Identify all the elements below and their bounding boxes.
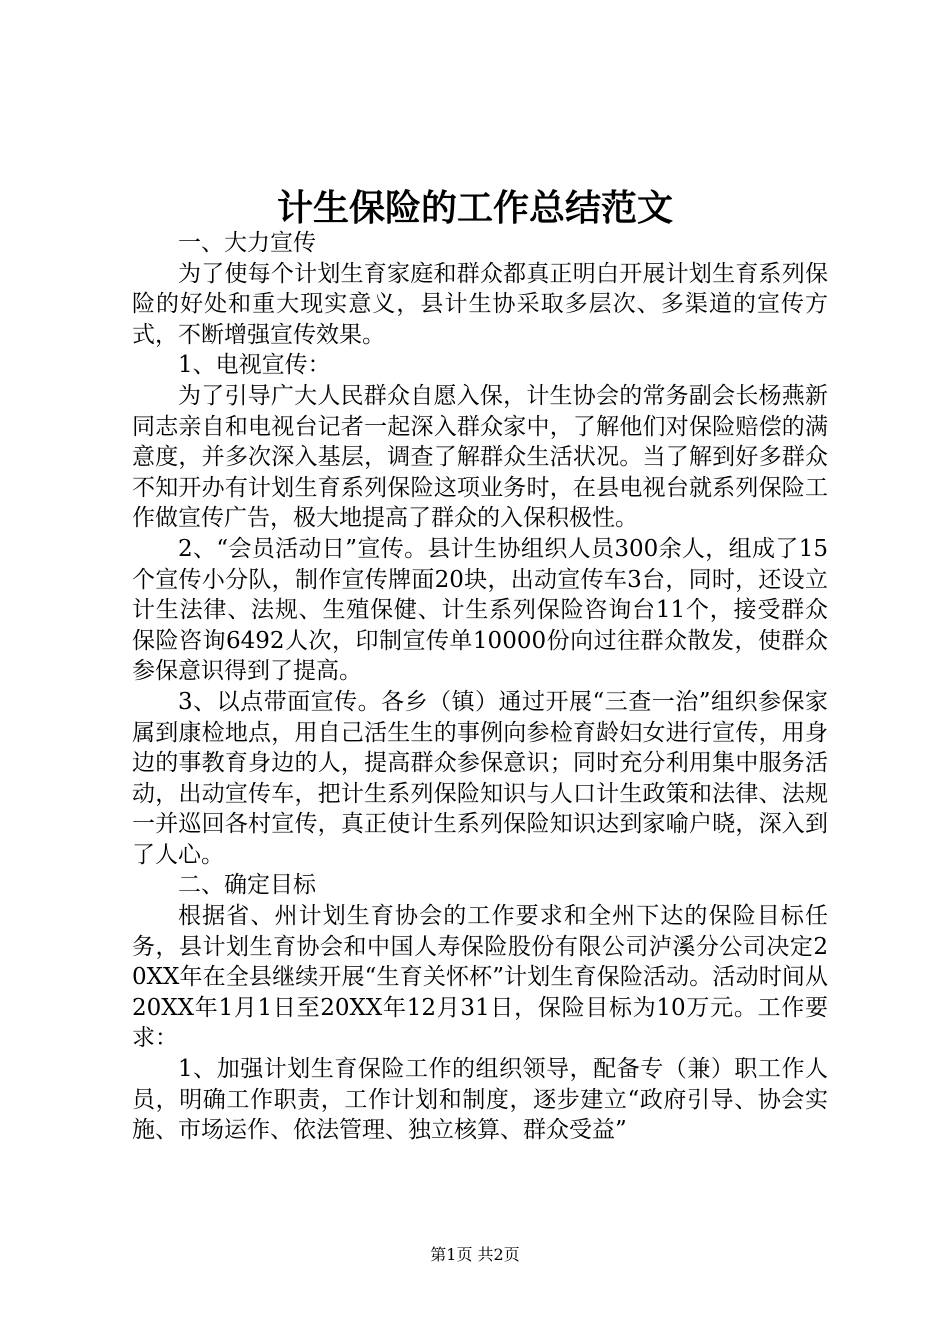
page-total: 共2页 xyxy=(477,1245,520,1264)
paragraph: 3、以点带面宣传。各乡（镇）通过开展“三查一治”组织参保家属到康检地点，用自己活生生的事例向参检育龄妇女进行宣传，用身边的事教育身边的人，提高群众参保意识；同时充分利用集中服务活动，出动宣传车，把计生系列保险知识与人口计生政策和法律、法规一并巡回各村宣传，真正使计生系列保险知识达到家喻户晓，深入到了人心。 xyxy=(132,688,828,868)
section-heading-goals: 二、确定目标 xyxy=(178,872,316,899)
subheading-tv-publicity: 1、电视宣传： xyxy=(178,352,331,379)
section-heading-publicity: 一、大力宣传 xyxy=(178,230,316,256)
page-footer xyxy=(0,1244,950,1266)
paragraph: 2、“会员活动日”宣传。县计生协组织人员300余人，组成了15个宣传小分队，制作宣传牌面20块，出动宣传车3台，同时，还设立计生法律、法规、生殖保健、计生系列保险咨询台11个，接受群众保险咨询6492人次，印制宣传单10000份向过往群众散发，使群众参保意识得到了提高。 xyxy=(132,535,828,685)
paragraph: 为了使每个计划生育家庭和群众都真正明白开展计划生育系列保险的好处和重大现实意义，县计生协采取多层次、多渠道的宣传方式，不断增强宣传效果。 xyxy=(132,260,828,348)
paragraph: 1、加强计划生育保险工作的组织领导，配备专（兼）职工作人员，明确工作职责，工作计划和制度，逐步建立“政府引导、协会实施、市场运作、依法管理、独立核算、群众受益” xyxy=(132,1056,828,1144)
paragraph: 根据省、州计划生育协会的工作要求和全州下达的保险目标任务，县计划生育协会和中国人寿保险股份有限公司泸溪分公司决定20XX年在全县继续开展“生育关怀杯”计划生育保险活动。活动时间从20XX年1月1日至20XX年12月31日，保险目标为10万元。工作要求： xyxy=(132,903,828,1052)
document-title: 计生保险的工作总结范文 xyxy=(276,187,673,229)
document-body xyxy=(132,228,828,1146)
page-number: 第1页 xyxy=(430,1245,473,1264)
paragraph: 为了引导广大人民群众自愿入保，计生协会的常务副会长杨燕新同志亲自和电视台记者一起深入群众家中，了解他们对保险赔偿的满意度，并多次深入基层，调查了解群众生活状况。当了解到好多群众不知开办有计划生育系列保险这项业务时，在县电视台就系列保险工作做宣传广告，极大地提高了群众的入保积极性。 xyxy=(132,382,828,532)
